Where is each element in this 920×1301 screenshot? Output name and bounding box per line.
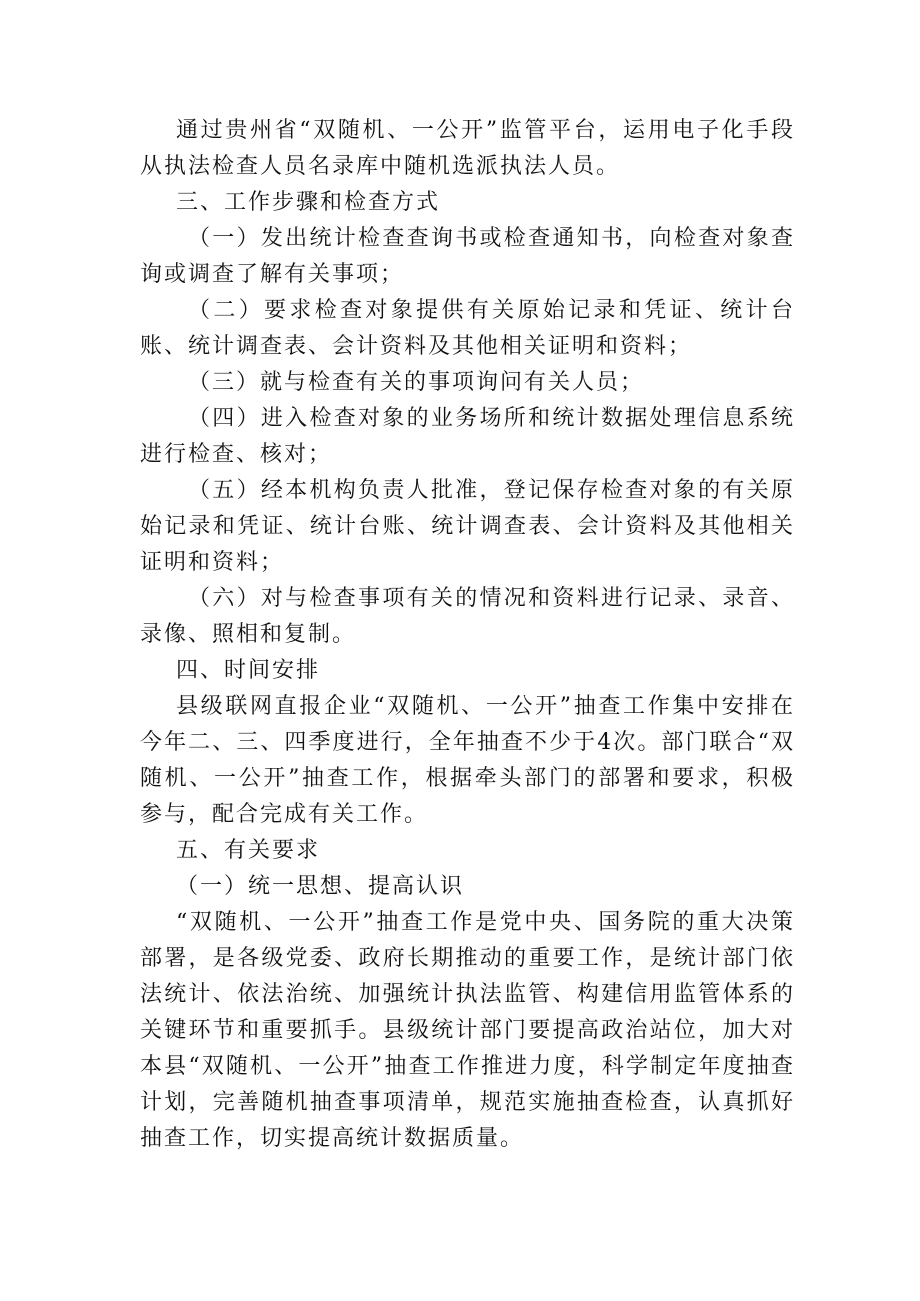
heading-requirements: 五、有关要求 [176,838,321,863]
step-item-1: （一）发出统计检查查询书或检查通知书，向检查对象查询或调查了解有关事项； [140,226,795,287]
document-body [140,113,795,1157]
heading-work-steps: 三、工作步骤和检查方式 [176,190,441,215]
step-item-4: （四）进入检查对象的业务场所和统计数据处理信息系统进行检查、核对； [140,406,795,467]
step-item-3: （三）就与检查有关的事项询问有关人员； [188,370,645,395]
paragraph-unify-thinking: “双随机、一公开”抽查工作是党中央、国务院的重大决策部署，是各级党委、政府长期推动的重要工作，是统计部门依法统计、依法治统、加强统计执法监管、构建信用监管体系的关键环节和重要抓手。县级统计部门要提高政治站位，加大对本县“双随机、一公开”抽查工作推进力度，科学制定年度抽查计划，完善随机抽查事项清单，规范实施抽查检查，认真抓好抽查工作，切实提高统计数据质量。 [140,910,795,1151]
step-item-5: （五）经本机构负责人批准，登记保存检查对象的有关原始记录和凭证、统计台账、统计调查表、会计资料及其他相关证明和资料； [140,478,795,575]
step-item-6: （六）对与检查事项有关的情况和资料进行记录、录音、录像、照相和复制。 [140,586,795,647]
paragraph-schedule: 县级联网直报企业“双随机、一公开”抽查工作集中安排在今年二、三、四季度进行，全年抽查不少于4次。部门联合“双随机、一公开”抽查工作，根据牵头部门的部署和要求，积极参与，配合完成有关工作。 [140,694,795,827]
subheading-unify-thinking: （一）统一思想、提高认识 [176,874,465,899]
paragraph-platform-selection: 通过贵州省“双随机、一公开”监管平台，运用电子化手段从执法检查人员名录库中随机选派执法人员。 [140,118,795,179]
heading-schedule: 四、时间安排 [176,658,321,683]
step-item-2: （二）要求检查对象提供有关原始记录和凭证、统计台账、统计调查表、会计资料及其他相关证明和资料； [140,298,795,359]
